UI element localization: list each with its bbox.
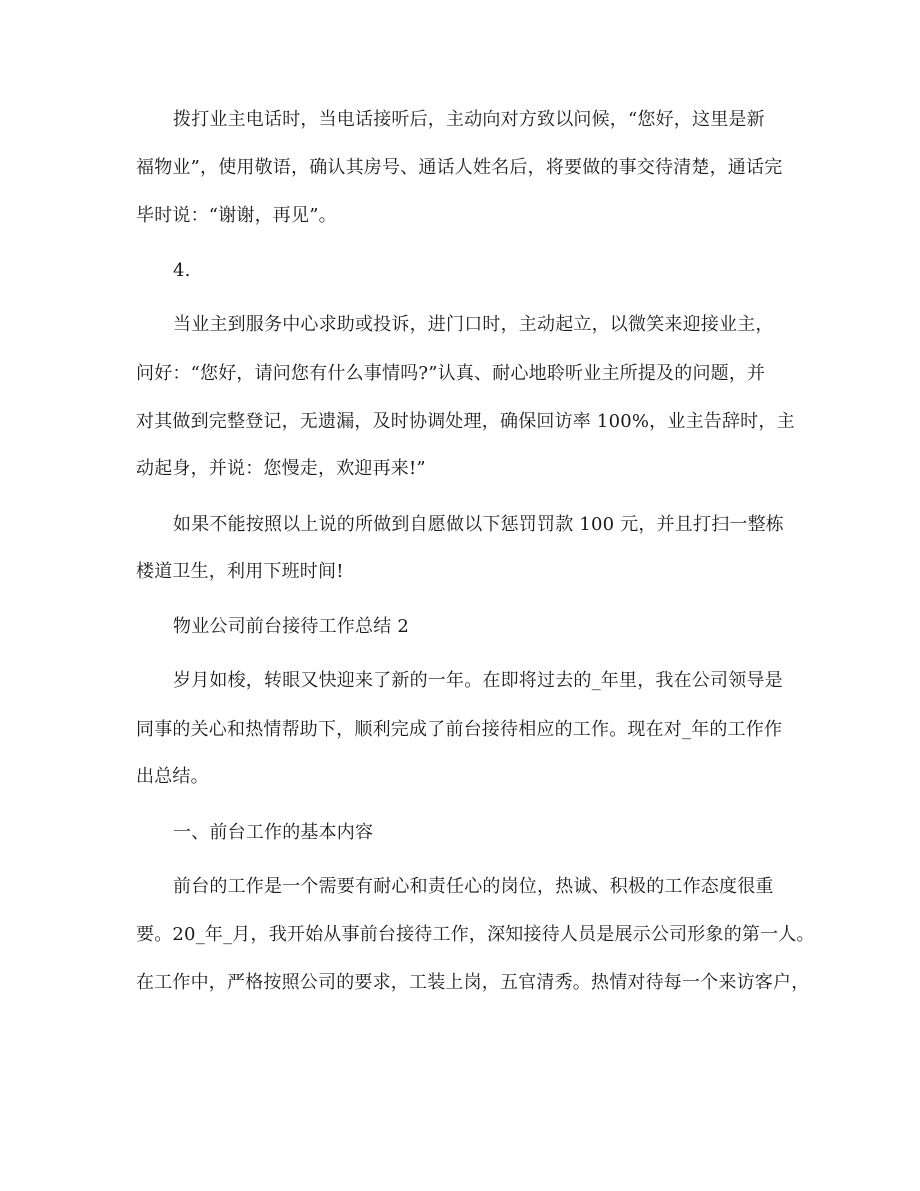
paragraph-line: 岁月如梭，转眼又快迎来了新的一年。在即将过去的_年里，我在公司领导是 [173, 670, 783, 691]
paragraph-line: 动起身，并说：您慢走，欢迎再来!” [136, 458, 426, 479]
section-title: 物业公司前台接待工作总结 2 [173, 616, 409, 637]
paragraph-line: 如果不能按照以上说的所做到自愿做以下惩罚罚款 100 元，并且打扫一整栋 [173, 514, 784, 535]
paragraph-line: 福物业”，使用敬语，确认其房号、通话人姓名后，将要做的事交待清楚，通话完 [136, 157, 783, 178]
paragraph-line: 毕时说：“谢谢，再见”。 [136, 205, 337, 226]
paragraph-line: 出总结。 [136, 766, 209, 787]
paragraph-line: 问好：“您好，请问您有什么事情吗?”认真、耐心地聆听业主所提及的问题，并 [136, 363, 766, 384]
paragraph-line: 拨打业主电话时，当电话接听后，主动向对方致以问候，“您好，这里是新 [173, 109, 765, 130]
paragraph-line: 在工作中，严格按照公司的要求，工装上岗，五官清秀。热情对待每一个来访客户， [136, 972, 810, 993]
paragraph-line: 楼道卫生，利用下班时间! [136, 561, 344, 582]
paragraph-line: 当业主到服务中心求助或投诉，进门口时，主动起立，以微笑来迎接业主， [173, 314, 774, 335]
paragraph-line: 对其做到完整登记，无遗漏，及时协调处理，确保回访率 100%，业主告辞时，主 [136, 411, 795, 432]
paragraph-line: 前台的工作是一个需要有耐心和责任心的岗位，热诚、积极的工作态度很重 [173, 876, 774, 897]
paragraph-line: 同事的关心和热情帮助下，顺利完成了前台接待相应的工作。现在对_年的工作作 [136, 719, 783, 740]
section-heading: 一、前台工作的基本内容 [173, 822, 374, 843]
list-number: 4. [173, 260, 191, 281]
paragraph-line: 要。20_年_月，我开始从事前台接待工作，深知接待人员是展示公司形象的第一人。 [136, 924, 815, 945]
